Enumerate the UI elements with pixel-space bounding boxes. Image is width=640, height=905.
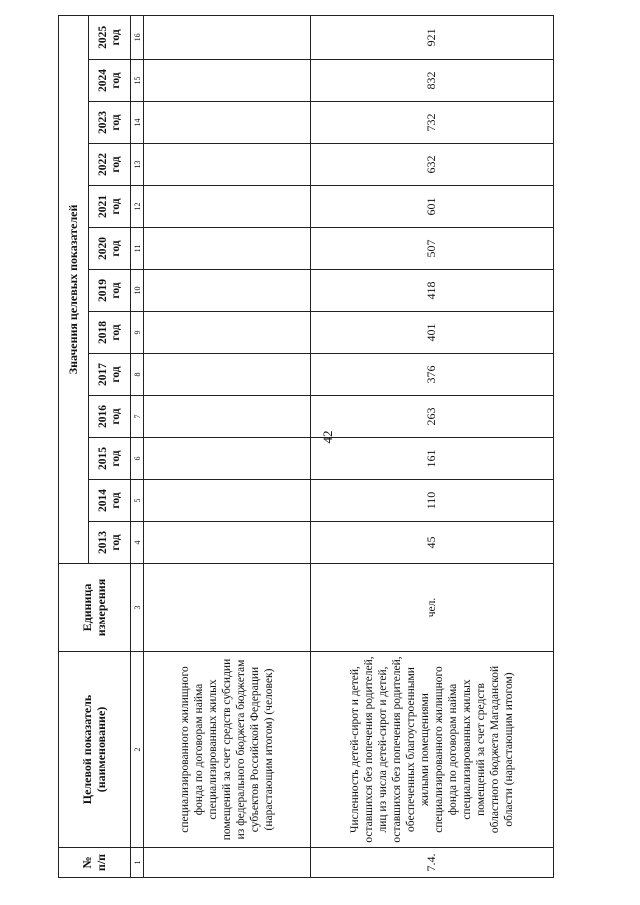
column-number: 7 — [131, 396, 144, 438]
header-year: 2018 год — [89, 312, 131, 354]
value-cell — [144, 144, 311, 186]
value-cell: 418 — [310, 270, 553, 312]
column-number: 6 — [131, 438, 144, 480]
column-number: 16 — [131, 15, 144, 59]
header-year: 2016 год — [89, 396, 131, 438]
row-name: специализированного жилищного фонда по договорам найма специализированных жилых помещений за счет средств субсидии из федерального бюджета бюджетам субъектов Российской Федерации (нарастающим итогом) (человек) — [144, 652, 311, 848]
header-num: № п/п — [59, 848, 131, 878]
header-year: 2017 год — [89, 354, 131, 396]
table-row-7-4 — [310, 15, 553, 877]
header-unit: Единица измерения — [59, 564, 131, 652]
header-year: 2014 год — [89, 480, 131, 522]
value-cell — [144, 228, 311, 270]
column-number: 13 — [131, 144, 144, 186]
value-cell — [144, 102, 311, 144]
value-cell: 161 — [310, 438, 553, 480]
row-unit: чел. — [310, 564, 553, 652]
column-number: 15 — [131, 60, 144, 102]
header-year: 2023 год — [89, 102, 131, 144]
value-cell: 45 — [310, 522, 553, 564]
column-number: 4 — [131, 522, 144, 564]
value-cell: 632 — [310, 144, 553, 186]
column-number: 14 — [131, 102, 144, 144]
header-year: 2013 год — [89, 522, 131, 564]
value-cell: 921 — [310, 15, 553, 59]
value-cell: 601 — [310, 186, 553, 228]
value-cell — [144, 480, 311, 522]
value-cell — [144, 396, 311, 438]
value-cell — [144, 60, 311, 102]
row-unit — [144, 564, 311, 652]
header-values-group: Значения целевых показателей — [59, 15, 89, 563]
row-name: Численность детей-сирот и детей, оставшихся без попечения родителей, лиц из числа детей-сирот и детей, оставшихся без попечения родителей, обеспеченных благоустроенными жилыми помещениями специализированного жилищного фонда по договорам найма специализированных жилых помещений за счет средств областного бюджета Магаданской области (нарастающим итогом) — [310, 652, 553, 848]
column-number: 10 — [131, 270, 144, 312]
row-number: 7.4. — [310, 848, 553, 878]
header-year: 2024 год — [89, 60, 131, 102]
column-number: 8 — [131, 354, 144, 396]
column-number: 3 — [131, 564, 144, 652]
column-number: 12 — [131, 186, 144, 228]
value-cell: 110 — [310, 480, 553, 522]
page-number: 42 — [320, 430, 335, 444]
value-cell — [144, 270, 311, 312]
column-number: 1 — [131, 848, 144, 878]
rotated-table-container — [58, 16, 554, 878]
value-cell: 401 — [310, 312, 553, 354]
value-cell — [144, 186, 311, 228]
column-number: 9 — [131, 312, 144, 354]
header-year: 2025 год — [89, 15, 131, 59]
value-cell — [144, 354, 311, 396]
column-number: 5 — [131, 480, 144, 522]
table-row-continuation — [144, 15, 311, 877]
column-number: 2 — [131, 652, 144, 848]
header-year: 2019 год — [89, 270, 131, 312]
value-cell: 832 — [310, 60, 553, 102]
value-cell — [144, 438, 311, 480]
value-cell — [144, 15, 311, 59]
value-cell — [144, 312, 311, 354]
header-year: 2020 год — [89, 228, 131, 270]
header-year: 2015 год — [89, 438, 131, 480]
value-cell — [144, 522, 311, 564]
row-number — [144, 848, 311, 878]
header-year: 2021 год — [89, 186, 131, 228]
value-cell: 507 — [310, 228, 553, 270]
column-number: 11 — [131, 228, 144, 270]
value-cell: 376 — [310, 354, 553, 396]
value-cell: 732 — [310, 102, 553, 144]
header-year: 2022 год — [89, 144, 131, 186]
value-cell: 263 — [310, 396, 553, 438]
header-name: Целевой показатель (наименование) — [59, 652, 131, 848]
indicators-table — [58, 15, 554, 878]
